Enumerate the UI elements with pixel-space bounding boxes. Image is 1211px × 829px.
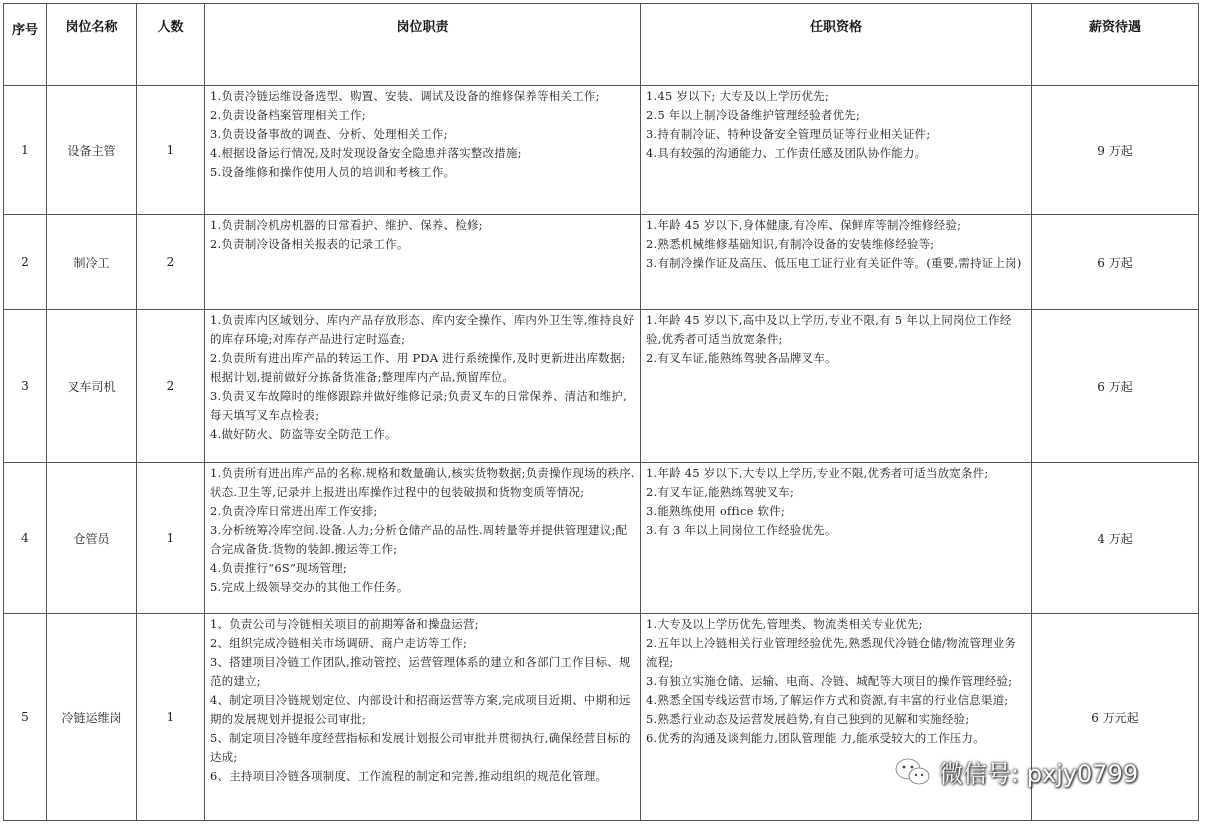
- row-salary: 6 万起: [1032, 215, 1199, 310]
- duty-line: 2.负责所有进出库产品的转运工作、用 PDA 进行系统操作,及时更新进出库数据;根据计划,提前做好分拣备货准备;整理库内产品,预留库位。: [210, 351, 626, 384]
- requirement-line: 3.有独立实施仓储、运输、电商、冷链、城配等大项目的操作管理经验;: [646, 674, 1013, 688]
- row-requirements: [641, 86, 1032, 215]
- row-count: 2: [137, 310, 205, 463]
- row-seq: 2: [4, 215, 47, 310]
- header-seq: 序号: [4, 4, 47, 86]
- row-duties: [205, 310, 641, 463]
- table-row: [4, 215, 1199, 310]
- requirement-line: 2.有叉车证,能熟练驾驶叉车;: [646, 485, 795, 499]
- duty-line: 5.设备维修和操作使用人员的培训和考核工作。: [210, 165, 456, 179]
- duty-line: 2.负责冷库日常进出库工作安排;: [210, 504, 378, 518]
- row-seq: 3: [4, 310, 47, 463]
- duty-line: 1.负责库内区域划分、库内产品存放形态、库内安全操作、库内外卫生等,维持良好的库存环境;对库存产品进行定时巡查;: [210, 313, 635, 346]
- requirement-line: 1.年龄 45 岁以下,大专以上学历,专业不限,优秀者可适当放宽条件;: [646, 466, 989, 480]
- duty-line: 2、组织完成冷链相关市场调研、商户走访等工作;: [210, 636, 468, 650]
- requirement-line: 4.熟悉全国专线运营市场,了解运作方式和资源,有丰富的行业信息渠道;: [646, 693, 1009, 707]
- row-requirements: [641, 310, 1032, 463]
- row-count: 2: [137, 215, 205, 310]
- requirement-line: 1.45 岁以下; 大专及以上学历优先;: [646, 89, 829, 103]
- requirement-line: 4.具有较强的沟通能力、工作责任感及团队协作能力。: [646, 146, 927, 160]
- wechat-logo-icon: [893, 756, 933, 788]
- row-requirements: [641, 463, 1032, 614]
- row-salary: 9 万起: [1032, 86, 1199, 215]
- row-requirements: [641, 614, 1032, 821]
- duty-line: 5、制定项目冷链年度经营指标和发展计划报公司审批并贯彻执行,确保经营目标的达成;: [210, 731, 631, 764]
- header-duties: 岗位职责: [205, 4, 641, 86]
- duty-line: 3.负责设备事故的调查、分析、处理相关工作;: [210, 127, 448, 141]
- requirement-line: 3.有制冷操作证及高压、低压电工证行业有关证件等。(重要,需持证上岗): [646, 256, 1022, 270]
- header-requirements: 任职资格: [641, 4, 1032, 86]
- requirement-line: 2.熟悉机械维修基础知识,有制冷设备的安装维修经验等;: [646, 237, 935, 251]
- row-seq: 1: [4, 86, 47, 215]
- duty-line: 1.负责制冷机房机器的日常看护、维护、保养、检修;: [210, 218, 483, 232]
- table-row: [4, 463, 1199, 614]
- row-title: 制冷工: [47, 215, 137, 310]
- duty-line: 1.负责冷链运维设备选型、购置、安装、调试及设备的维修保养等相关工作;: [210, 89, 600, 103]
- duty-line: 1、负责公司与冷链相关项目的前期筹备和操盘运营;: [210, 617, 479, 631]
- row-duties: [205, 614, 641, 821]
- row-duties: [205, 86, 641, 215]
- duty-line: 3、搭建项目冷链工作团队,推动管控、运营管理体系的建立和各部门工作目标、规范的建立;: [210, 655, 631, 688]
- header-row: [4, 4, 1199, 86]
- row-title: 设备主管: [47, 86, 137, 215]
- duty-line: 3.负责叉车故障时的维修跟踪并做好维修记录;负责叉车的日常保养、清洁和维护,每天填写叉车点检表;: [210, 389, 628, 422]
- row-count: 1: [137, 463, 205, 614]
- duty-line: 2.负责设备档案管理相关工作;: [210, 108, 366, 122]
- header-count: 人数: [137, 4, 205, 86]
- header-title: 岗位名称: [47, 4, 137, 86]
- row-count: 1: [137, 86, 205, 215]
- row-duties: [205, 463, 641, 614]
- row-title: 冷链运维岗: [47, 614, 137, 821]
- row-title: 仓管员: [47, 463, 137, 614]
- row-salary: 6 万起: [1032, 310, 1199, 463]
- duty-line: 4.根据设备运行情况,及时发现设备安全隐患并落实整改措施;: [210, 146, 522, 160]
- row-duties: [205, 215, 641, 310]
- duty-line: 3.分析统筹冷库空间.设备.人力;分析仓储产品的品性.周转量等并提供管理建议;配合完成备货.货物的装卸.搬运等工作;: [210, 523, 628, 556]
- row-count: 1: [137, 614, 205, 821]
- requirement-line: 2.有叉车证,能熟练驾驶各品牌叉车。: [646, 351, 837, 365]
- table-row: [4, 310, 1199, 463]
- requirement-line: 2.五年以上冷链相关行业管理经验优先,熟悉现代冷链仓储/物流管理业务流程;: [646, 636, 1017, 669]
- requirement-line: 6.优秀的沟通及谈判能力,团队管理能 力,能承受较大的工作压力。: [646, 731, 985, 745]
- duty-line: 2.负责制冷设备相关报表的记录工作。: [210, 237, 409, 251]
- row-seq: 4: [4, 463, 47, 614]
- table-row: [4, 614, 1199, 821]
- watermark-text: 微信号: pxjy0799: [939, 760, 1139, 788]
- requirement-line: 2.5 年以上制冷设备维护管理经验者优先;: [646, 108, 861, 122]
- duty-line: 4.负责推行“6S”现场管理;: [210, 561, 348, 575]
- row-salary: 6 万元起: [1032, 614, 1199, 821]
- wechat-watermark: [893, 754, 1138, 789]
- duty-line: 4.做好防火、防盗等安全防范工作。: [210, 427, 397, 441]
- requirement-line: 3.持有制冷证、特种设备安全管理员证等行业相关证件;: [646, 127, 931, 141]
- duty-line: 5.完成上级领导交办的其他工作任务。: [210, 580, 409, 594]
- row-requirements: [641, 215, 1032, 310]
- row-seq: 5: [4, 614, 47, 821]
- requirement-line: 5.熟悉行业动态及运营发展趋势,有自己独到的见解和实施经验;: [646, 712, 970, 726]
- duty-line: 4、制定项目冷链规划定位、内部设计和招商运营等方案,完成项目近期、中期和远期的发展规划并提报公司审批;: [210, 693, 631, 726]
- table-row: [4, 86, 1199, 215]
- job-table: [3, 3, 1199, 821]
- duty-line: 6、主持项目冷链各项制度、工作流程的制定和完善,推动组织的规范化管理。: [210, 769, 608, 783]
- header-salary: 薪资待遇: [1032, 4, 1199, 86]
- duty-line: 1.负责所有进出库产品的名称.规格和数量确认,核实货物数据;负责操作现场的秩序.状态.卫生等,记录并上报进出库操作过程中的包装破损和货物变质等情况;: [210, 466, 635, 499]
- requirement-line: 3.有 3 年以上同岗位工作经验优先。: [646, 523, 837, 537]
- row-salary: 4 万起: [1032, 463, 1199, 614]
- requirement-line: 1.大专及以上学历优先,管理类、物流类相关专业优先;: [646, 617, 923, 631]
- row-title: 叉车司机: [47, 310, 137, 463]
- requirement-line: 3.能熟练使用 office 软件;: [646, 504, 786, 518]
- requirement-line: 1.年龄 45 岁以下,高中及以上学历,专业不限,有 5 年以上同岗位工作经验,优秀者可适当放宽条件;: [646, 313, 1012, 346]
- requirement-line: 1.年龄 45 岁以下,身体健康,有冷库、保鲜库等制冷维修经验;: [646, 218, 962, 232]
